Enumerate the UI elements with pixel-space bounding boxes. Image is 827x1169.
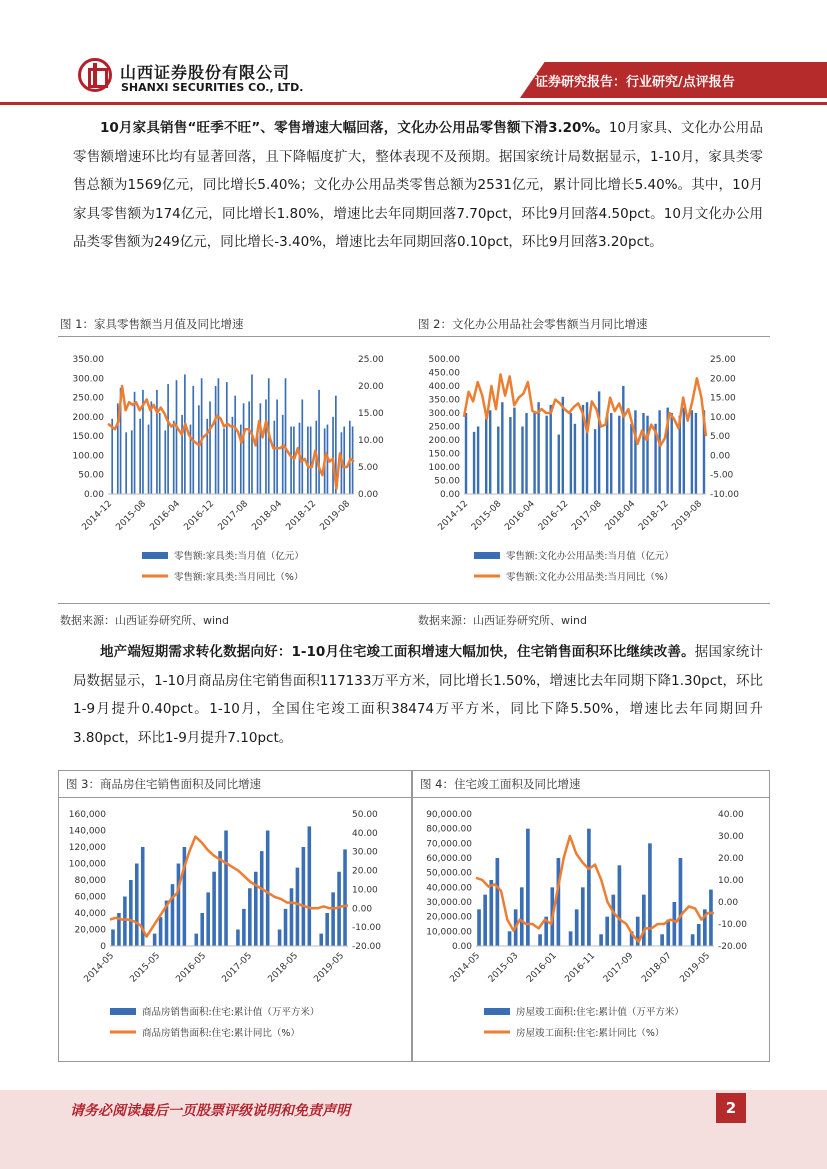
y-right-tick-label: 0.00 xyxy=(352,904,373,915)
chart-bar xyxy=(630,424,632,494)
figure-1-source: 数据来源：山西证券研究所、wind xyxy=(60,614,230,627)
page-number: 2 xyxy=(716,1093,746,1123)
chart-furniture xyxy=(58,337,410,603)
y-left-tick-label: 120,000 xyxy=(68,843,106,853)
y-right-tick-label: 20.00 xyxy=(358,382,384,392)
x-tick-label: 2016-01 xyxy=(525,951,559,985)
chart-bar xyxy=(683,408,685,494)
y-right-tick-label: 20.00 xyxy=(710,374,736,385)
chart-bar xyxy=(111,930,115,947)
chart-bar xyxy=(658,410,660,494)
y-left-tick-label: 350.00 xyxy=(72,355,104,365)
y-left-tick-label: 90,000.00 xyxy=(426,810,472,820)
chart-bar xyxy=(308,826,312,946)
chart-bar xyxy=(234,396,236,494)
chart-bar xyxy=(497,427,499,495)
chart-bar xyxy=(574,424,576,494)
chart-bar xyxy=(215,386,217,494)
chart-bar xyxy=(206,419,208,494)
chart-bar xyxy=(282,415,284,494)
chart-bar xyxy=(598,391,600,494)
y-left-tick-label: 80,000 xyxy=(74,876,106,886)
y-right-tick-label: 40.00 xyxy=(718,810,744,820)
x-tick-label: 2014-12 xyxy=(436,499,471,533)
chart-bar xyxy=(248,888,252,946)
chart-bar xyxy=(260,851,264,946)
chart-bar xyxy=(293,427,295,495)
company-logo-icon xyxy=(78,58,112,92)
chart-bar xyxy=(200,913,204,946)
y-left-tick-label: 80,000.00 xyxy=(426,824,472,835)
chart-bar xyxy=(473,432,475,494)
x-tick-label: 2019-08 xyxy=(670,499,705,533)
chart-bar xyxy=(150,401,152,494)
chart-bar xyxy=(135,864,139,947)
chart-bar xyxy=(325,913,329,946)
chart-bar xyxy=(167,384,169,494)
chart-bar xyxy=(695,413,697,494)
legend-bar-label: 商品房销售面积:住宅:累计值（万平方米） xyxy=(142,1007,320,1018)
y-left-tick-label: 100,000 xyxy=(68,859,106,870)
y-left-tick-label: 40,000.00 xyxy=(426,883,472,894)
y-left-tick-label: 500.00 xyxy=(428,355,460,365)
chart-bar xyxy=(679,858,683,946)
figure-row-2-divider xyxy=(58,797,770,798)
legend-bar-swatch xyxy=(142,552,168,559)
chart-bar xyxy=(111,419,113,494)
chart-bar xyxy=(634,410,636,494)
x-tick-label: 2015-08 xyxy=(114,499,149,533)
chart-bar xyxy=(209,401,211,494)
legend-bar-label: 零售额:文化办公用品类:当月值（亿元） xyxy=(506,551,674,562)
report-type-text: 证券研究报告：行业研究/点评报告 xyxy=(535,75,735,90)
chart-bar xyxy=(284,909,288,946)
chart-bar xyxy=(496,858,500,946)
chart-bar xyxy=(177,864,181,947)
y-right-tick-label: -10.00 xyxy=(710,490,740,500)
chart-bar xyxy=(310,427,312,495)
legend-bar-label: 房屋竣工面积:住宅:累计值（万平方米） xyxy=(516,1007,684,1018)
x-tick-label: 2017-05 xyxy=(220,951,255,985)
x-tick-label: 2015-05 xyxy=(128,951,163,985)
chart-bar xyxy=(296,868,300,946)
chart-bar xyxy=(648,843,652,946)
y-right-tick-label: -20.00 xyxy=(718,942,748,952)
y-left-tick-label: 300.00 xyxy=(72,374,104,385)
x-tick-label: 2018-07 xyxy=(640,951,674,985)
page-header xyxy=(0,0,827,108)
y-right-tick-label: 30.00 xyxy=(718,832,744,842)
chart-bar xyxy=(642,413,644,494)
chart-bar xyxy=(173,421,175,494)
chart-bar xyxy=(212,872,216,946)
chart-bar xyxy=(642,895,646,946)
x-tick-label: 2016-12 xyxy=(182,499,217,533)
chart-bar xyxy=(521,427,523,495)
chart-bar xyxy=(343,849,347,946)
y-left-tick-label: 20,000.00 xyxy=(426,912,472,923)
y-right-tick-label: 0.00 xyxy=(710,451,731,462)
paragraph-real-estate-body: 据国家统计局数据显示，1-10月商品房住宅销售面积117133万平方米，同比增长1.50%，增速比去年同期下降1.30pct，环比1-9月提升0.40pct。1-10月，全国住宅竣工面积38474万平方米，同比下降5.50%，增速比去年同期回升3.80pct，环比1-9月提升7.10pct。 xyxy=(73,644,763,746)
chart-bar xyxy=(587,829,591,946)
y-right-tick-label: 40.00 xyxy=(352,828,378,839)
legend-bar-swatch xyxy=(110,1008,136,1015)
figure-3-caption: 图 3：商品房住宅销售面积及同比增速 xyxy=(66,777,261,791)
y-left-tick-label: 10,000.00 xyxy=(426,927,472,938)
chart-bar xyxy=(691,410,693,494)
figure-2-caption: 图 2：文化办公用品社会零售额当月同比增速 xyxy=(418,317,648,331)
y-right-tick-label: 20.00 xyxy=(352,866,378,877)
chart-bar xyxy=(477,909,481,946)
chart-bar xyxy=(223,428,225,494)
paragraph-furniture-body: 10月家具、文化办公用品零售额增速环比均有显著回落，且下降幅度扩大，整体表现不及预期。据国家统计局数据显示，1-10月，家具类零售总额为1569亿元，同比增长5.40%；文化办公用品类零售总额为2531亿元，累计同比增长5.40%。其中，10月家具零售额为174亿元，同比增长1.80%，增速比去年同期回落7.70pct，环比9月回落4.50pct。10月文化办公用品类零售额为249亿元，同比增长-3.40%，增速比去年同期回落0.10pct，环比9月回落3.20pct。 xyxy=(73,120,763,250)
legend-line-label: 零售额:文化办公用品类:当月同比（%） xyxy=(506,572,674,583)
chart-bar xyxy=(156,390,158,494)
paragraph-real-estate xyxy=(73,638,763,752)
y-left-tick-label: 140,000 xyxy=(68,826,106,837)
y-left-tick-label: 50.00 xyxy=(78,470,104,481)
chart-bar xyxy=(224,831,228,947)
chart-bar xyxy=(198,405,200,494)
y-right-tick-label: 25.00 xyxy=(358,355,384,365)
figure-4-caption: 图 4：住宅竣工面积及同比增速 xyxy=(420,777,581,791)
y-left-tick-label: 160,000 xyxy=(68,810,106,820)
chart-bar xyxy=(671,413,673,494)
y-right-tick-label: -20.00 xyxy=(352,942,382,952)
y-left-tick-label: 50.00 xyxy=(434,476,460,487)
y-right-tick-label: 15.00 xyxy=(710,393,736,404)
chart-bar xyxy=(318,390,320,494)
y-right-tick-label: 0.00 xyxy=(718,898,739,908)
y-left-tick-label: 200.00 xyxy=(428,436,460,446)
y-right-tick-label: 25.00 xyxy=(710,355,736,365)
chart-bar xyxy=(611,895,615,946)
legend-bar-swatch xyxy=(474,552,500,559)
chart-bar xyxy=(194,934,198,946)
chart-line-series xyxy=(476,836,714,942)
paragraph-furniture-heading: 10月家具销售“旺季不旺”、零售增速大幅回落，文化办公用品零售额下滑3.20%。 xyxy=(100,120,609,136)
chart-bar xyxy=(226,382,228,494)
chart-bar xyxy=(248,401,250,494)
x-tick-label: 2018-12 xyxy=(637,499,671,533)
chart-bar xyxy=(660,934,664,946)
legend-bar-label: 零售额:家具类:当月值（亿元） xyxy=(174,551,304,562)
x-tick-label: 2018-04 xyxy=(603,499,638,533)
chart-bar xyxy=(260,403,262,494)
chart-bar xyxy=(290,427,292,495)
chart-bar xyxy=(550,405,552,494)
chart-bar xyxy=(557,858,561,946)
company-name-en: SHANXI SECURITIES CO., LTD. xyxy=(121,81,304,94)
chart-bar xyxy=(599,934,603,946)
chart-bar xyxy=(483,895,487,946)
y-right-tick-label: 0.00 xyxy=(358,490,379,500)
y-left-tick-label: 250.00 xyxy=(72,393,104,404)
x-tick-label: 2019-05 xyxy=(312,951,347,985)
chart-bar xyxy=(520,887,524,946)
y-left-tick-label: 350.00 xyxy=(428,395,460,406)
y-left-tick-label: 100.00 xyxy=(72,451,104,462)
y-right-tick-label: 10.00 xyxy=(718,876,744,886)
chart-bar xyxy=(236,930,240,947)
chart-bar xyxy=(558,435,560,494)
x-tick-label: 2017-08 xyxy=(570,499,604,533)
x-tick-label: 2015-03 xyxy=(486,951,521,985)
legend-bar-swatch xyxy=(484,1008,510,1015)
chart-bar xyxy=(501,402,503,494)
chart-bar xyxy=(586,402,588,494)
y-left-tick-label: 60,000 xyxy=(74,892,106,903)
x-tick-label: 2015-08 xyxy=(469,499,504,533)
y-left-tick-label: 20,000 xyxy=(74,925,106,936)
chart-bar xyxy=(171,884,175,946)
chart-bar xyxy=(691,934,695,946)
chart-bar xyxy=(301,400,303,495)
chart-bar xyxy=(618,865,622,946)
y-left-tick-label: 400.00 xyxy=(428,382,460,392)
chart-bar xyxy=(125,432,127,494)
chart-bar xyxy=(570,413,572,494)
figure-1-caption: 图 1：家具零售额当月值及同比增速 xyxy=(60,317,244,331)
chart-bar xyxy=(206,892,210,946)
chart-bar xyxy=(254,872,258,946)
chart-bar xyxy=(697,924,701,946)
paragraph-real-estate-heading: 地产端短期需求转化数据向好：1-10月住宅竣工面积增速大幅加快，住宅销售面积环比继续改善。 xyxy=(100,644,695,660)
chart-bar xyxy=(538,934,542,946)
header-divider xyxy=(0,102,827,105)
chart-bar xyxy=(509,417,511,494)
chart-bar xyxy=(533,413,535,494)
chart-bar xyxy=(129,880,133,946)
y-left-tick-label: 70,000.00 xyxy=(426,839,472,850)
chart-bar xyxy=(232,417,234,494)
chart-bar xyxy=(575,909,579,946)
chart-bar xyxy=(265,400,267,495)
chart-bar xyxy=(123,897,127,947)
x-tick-label: 2016-04 xyxy=(148,499,183,533)
chart-bar xyxy=(332,417,334,494)
y-left-tick-label: 60,000.00 xyxy=(426,854,472,864)
chart-bar xyxy=(525,413,527,494)
chart-bar xyxy=(131,430,133,494)
chart-residential-completion-area xyxy=(414,800,768,1060)
y-left-tick-label: 0 xyxy=(100,942,106,952)
paragraph-furniture xyxy=(73,114,763,257)
chart-bar xyxy=(562,397,564,494)
chart-bar xyxy=(176,380,178,494)
chart-bar xyxy=(489,880,493,946)
y-left-tick-label: 200.00 xyxy=(72,412,104,423)
chart-bar xyxy=(159,413,161,494)
x-tick-label: 2018-04 xyxy=(250,499,285,533)
chart-bar xyxy=(319,934,323,946)
chart-bar xyxy=(184,374,186,494)
y-left-tick-label: 0.00 xyxy=(83,490,104,500)
chart-bar xyxy=(594,429,596,494)
company-name-cn: 山西证券股份有限公司 xyxy=(120,63,291,82)
chart-bar xyxy=(139,419,141,494)
x-tick-label: 2019-05 xyxy=(678,951,713,985)
chart-bar xyxy=(243,403,245,494)
x-tick-label: 2019-08 xyxy=(318,499,353,533)
y-right-tick-label: 30.00 xyxy=(352,847,378,858)
chart-bar xyxy=(465,413,467,494)
y-right-tick-label: 20.00 xyxy=(718,854,744,864)
y-right-tick-label: 10.00 xyxy=(352,885,378,896)
chart-bar xyxy=(164,430,166,494)
chart-bar xyxy=(302,847,306,946)
chart-bar xyxy=(581,887,585,946)
disclaimer-notice: 请务必阅读最后一页股票评级说明和免责声明 xyxy=(70,1103,350,1119)
y-right-tick-label: -10.00 xyxy=(718,920,748,930)
chart-bar xyxy=(218,378,220,494)
chart-bar xyxy=(618,416,620,494)
x-tick-label: 2016-05 xyxy=(174,951,209,985)
chart-bar xyxy=(307,427,309,495)
x-tick-label: 2018-05 xyxy=(266,951,301,985)
y-right-tick-label: 50.00 xyxy=(352,810,378,820)
y-right-tick-label: 5.00 xyxy=(358,463,379,473)
x-tick-label: 2017-08 xyxy=(216,499,251,533)
x-tick-label: 2014-05 xyxy=(448,951,483,985)
chart-residential-sales-area xyxy=(60,800,410,1060)
x-tick-label: 2016-04 xyxy=(503,499,537,533)
chart-bar xyxy=(331,892,335,946)
y-right-tick-label: 15.00 xyxy=(358,409,384,419)
y-right-tick-label: -10.00 xyxy=(352,923,382,934)
chart-bar xyxy=(153,934,157,946)
chart-bar xyxy=(181,415,183,494)
chart-bar xyxy=(201,378,203,494)
x-tick-label: 2018-12 xyxy=(284,499,319,533)
chart-bar xyxy=(569,931,573,946)
chart-line-series xyxy=(464,374,706,445)
chart-office-supplies xyxy=(416,337,768,603)
chart-bar xyxy=(673,902,677,946)
chart-bar xyxy=(148,425,150,494)
x-tick-label: 2014-12 xyxy=(80,499,115,533)
y-left-tick-label: 150.00 xyxy=(72,432,104,443)
chart-bar xyxy=(285,378,287,494)
y-left-tick-label: 40,000 xyxy=(74,909,106,919)
chart-line-series xyxy=(110,837,348,937)
chart-bar xyxy=(513,408,515,494)
chart-bar xyxy=(489,410,491,494)
chart-bar xyxy=(508,931,512,946)
chart-bar xyxy=(134,392,136,494)
y-right-tick-label: 10.00 xyxy=(358,436,384,446)
figure-2-source: 数据来源：山西证券研究所、wind xyxy=(418,614,588,627)
y-right-tick-label: -5.00 xyxy=(710,470,734,481)
chart-bar xyxy=(276,400,278,495)
x-tick-label: 2017-09 xyxy=(601,951,636,985)
chart-bar xyxy=(646,416,648,494)
chart-bar xyxy=(273,421,275,494)
legend-line-label: 商品房销售面积:住宅:累计同比（%） xyxy=(142,1028,300,1039)
y-right-tick-label: 10.00 xyxy=(710,412,736,423)
chart-bar xyxy=(610,413,612,494)
chart-bar xyxy=(218,851,222,946)
chart-bar xyxy=(605,917,609,946)
y-right-tick-label: 5.00 xyxy=(710,432,731,443)
y-left-tick-label: 300.00 xyxy=(428,409,460,419)
y-left-tick-label: 0.00 xyxy=(439,490,460,500)
chart-bar xyxy=(622,386,624,494)
legend-line-label: 房屋竣工面积:住宅:累计同比（%） xyxy=(516,1028,665,1039)
y-left-tick-label: 250.00 xyxy=(428,422,460,433)
chart-bar xyxy=(666,920,670,946)
chart-bar xyxy=(709,890,713,946)
y-left-tick-label: 30,000.00 xyxy=(426,898,472,908)
chart-bar xyxy=(343,427,345,495)
legend-line-label: 零售额:家具类:当月同比（%） xyxy=(174,572,304,583)
chart-bar xyxy=(242,909,246,946)
chart-bar xyxy=(159,917,163,946)
chart-bar xyxy=(477,427,479,495)
chart-bar xyxy=(537,402,539,494)
y-left-tick-label: 0.00 xyxy=(451,942,472,952)
y-left-tick-label: 150.00 xyxy=(428,449,460,460)
x-tick-label: 2016-11 xyxy=(563,951,598,985)
chart-bar xyxy=(278,930,282,947)
y-left-tick-label: 450.00 xyxy=(428,368,460,379)
x-tick-label: 2014-05 xyxy=(82,951,117,985)
chart-bar xyxy=(290,888,294,946)
chart-bar xyxy=(526,829,530,946)
x-tick-label: 2016-12 xyxy=(536,499,571,533)
y-left-tick-label: 50,000.00 xyxy=(426,868,472,879)
chart-bar xyxy=(545,416,547,494)
y-left-tick-label: 100.00 xyxy=(428,463,460,473)
chart-bar xyxy=(266,831,270,947)
chart-bar xyxy=(349,421,351,494)
chart-bar xyxy=(485,418,487,494)
